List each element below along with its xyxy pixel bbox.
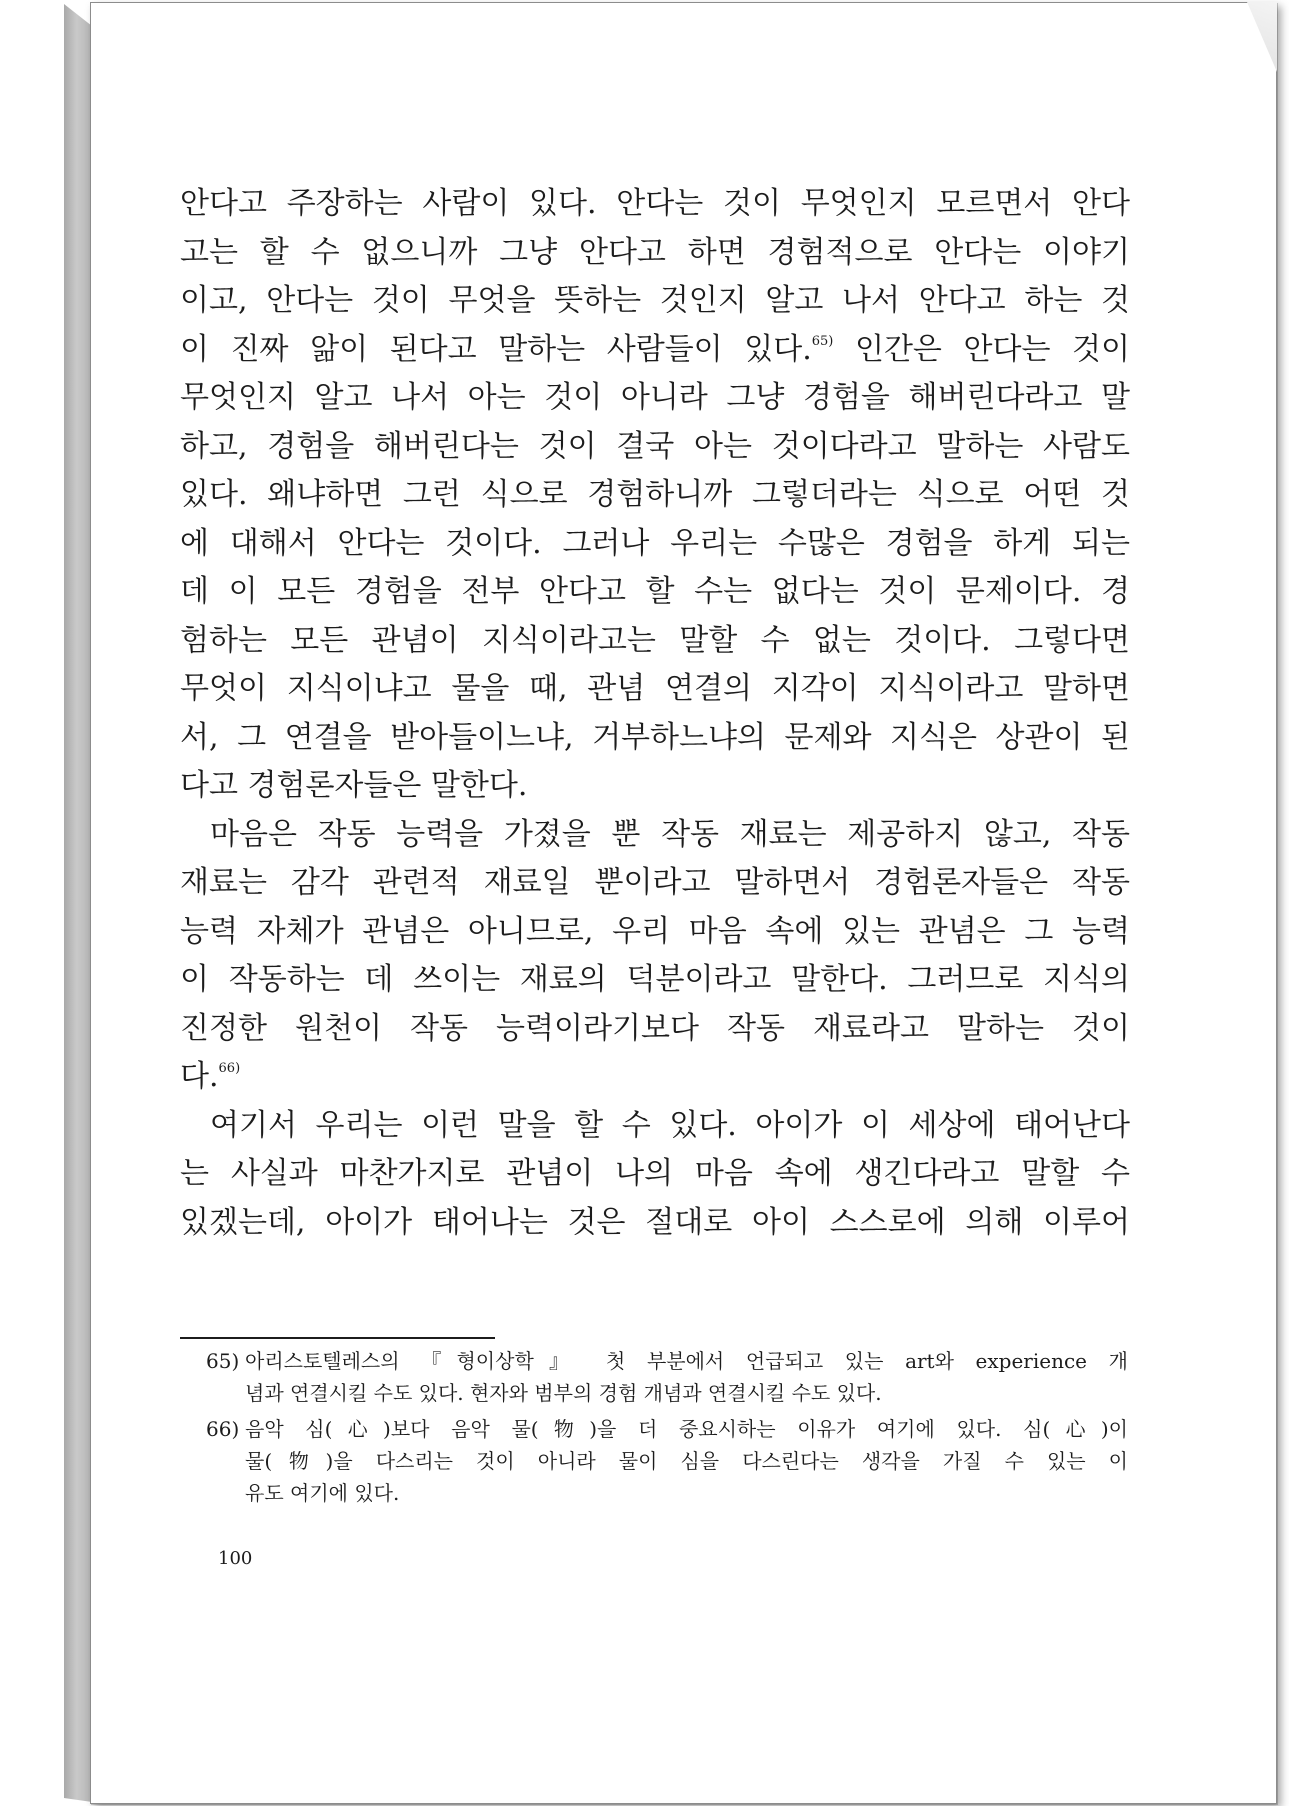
footnote-line: 음악 심(心)보다 음악 물(物)을 더 중요시하는 이유가 여기에 있다. 심(心)이 <box>245 1417 1128 1441</box>
text-line: 능력 자체가 관념은 아니므로, 우리 마음 속에 있는 관념은 그 능력 <box>180 913 1130 949</box>
text-segment: 인간은 안다는 것이 <box>854 331 1130 367</box>
page-corner-fold <box>1247 2 1277 72</box>
text-line: 하고, 경험을 해버린다는 것이 결국 아는 것이다라고 말하는 사람도 <box>180 428 1130 464</box>
footnote-ref-65: 65) <box>811 333 834 349</box>
footnote-line: 아리스토텔레스의 『형이상학』 첫 부분에서 언급되고 있는 art와 experience 개 <box>245 1349 1128 1373</box>
text-line: 에 대해서 안다는 것이다. 그러나 우리는 수많은 경험을 하게 되는 <box>180 525 1130 561</box>
text-line: 서, 그 연결을 받아들이느냐, 거부하느냐의 문제와 지식은 상관이 된 <box>180 719 1130 755</box>
footnote-separator <box>180 1337 495 1339</box>
text-line: 진정한 원천이 작동 능력이라기보다 작동 재료라고 말하는 것이 <box>180 1010 1130 1046</box>
text-line: 이 작동하는 데 쓰이는 재료의 덕분이라고 말한다. 그러므로 지식의 <box>180 962 1130 997</box>
footnote-66 <box>206 1413 1128 1509</box>
text-line: 있다. 왜냐하면 그런 식으로 경험하니까 그렇더라는 식으로 어떤 것 <box>180 477 1130 512</box>
text-line: 무엇이 지식이냐고 물을 때, 관념 연결의 지각이 지식이라고 말하면 <box>180 671 1130 706</box>
text-line: 마음은 작동 능력을 가졌을 뿐 작동 재료는 제공하지 않고, 작동 <box>210 816 1130 852</box>
text-line: 다고 경험론자들은 말한다. <box>180 768 528 803</box>
footnote-line: 유도 여기에 있다. <box>245 1481 400 1505</box>
footnote-line: 물(物)을 다스리는 것이 아니라 물이 심을 다스린다는 생각을 가질 수 있는 이 <box>245 1449 1128 1473</box>
text-segment: 이 진짜 앎이 된다고 말하는 사람들이 있다. <box>180 331 812 367</box>
text-line: 이고, 안다는 것이 무엇을 뜻하는 것인지 알고 나서 안다고 하는 것 <box>180 283 1130 318</box>
text-line: 는 사실과 마찬가지로 관념이 나의 마음 속에 생긴다라고 말할 수 <box>180 1156 1130 1191</box>
text-line: 고는 할 수 없으니까 그냥 안다고 하면 경험적으로 안다는 이야기 <box>180 234 1130 270</box>
footnote-65 <box>206 1345 1128 1409</box>
book-spine-edge <box>64 4 92 1802</box>
footnote-ref-66: 66) <box>218 1061 241 1076</box>
text-segment: 다. <box>180 1059 219 1094</box>
text-line: 여기서 우리는 이런 말을 할 수 있다. 아이가 이 세상에 태어난다 <box>210 1107 1130 1143</box>
footnotes <box>206 1345 1128 1509</box>
text-line: 험하는 모든 관념이 지식이라고는 말할 수 없는 것이다. 그렇다면 <box>180 622 1130 658</box>
text-line <box>180 326 1130 375</box>
text-line: 안다고 주장하는 사람이 있다. 안다는 것이 무엇인지 모르면서 안다 <box>180 186 1130 221</box>
text-line: 데 이 모든 경험을 전부 안다고 할 수는 없다는 것이 문제이다. 경 <box>180 574 1130 609</box>
body-text <box>180 180 1130 1247</box>
text-line: 무엇인지 알고 나서 아는 것이 아니라 그냥 경험을 해버린다라고 말 <box>180 380 1130 415</box>
footnote-number: 66) <box>206 1417 240 1441</box>
footnote-line: 념과 연결시킬 수도 있다. 현자와 범부의 경험 개념과 연결시킬 수도 있다. <box>245 1381 882 1405</box>
page-number: 100 <box>218 1548 253 1569</box>
text-line <box>180 1053 1130 1102</box>
text-line: 재료는 감각 관련적 재료일 뿐이라고 말하면서 경험론자들은 작동 <box>180 865 1130 900</box>
footnote-number: 65) <box>206 1349 240 1373</box>
text-line: 있겠는데, 아이가 태어나는 것은 절대로 아이 스스로에 의해 이루어 <box>180 1204 1130 1240</box>
